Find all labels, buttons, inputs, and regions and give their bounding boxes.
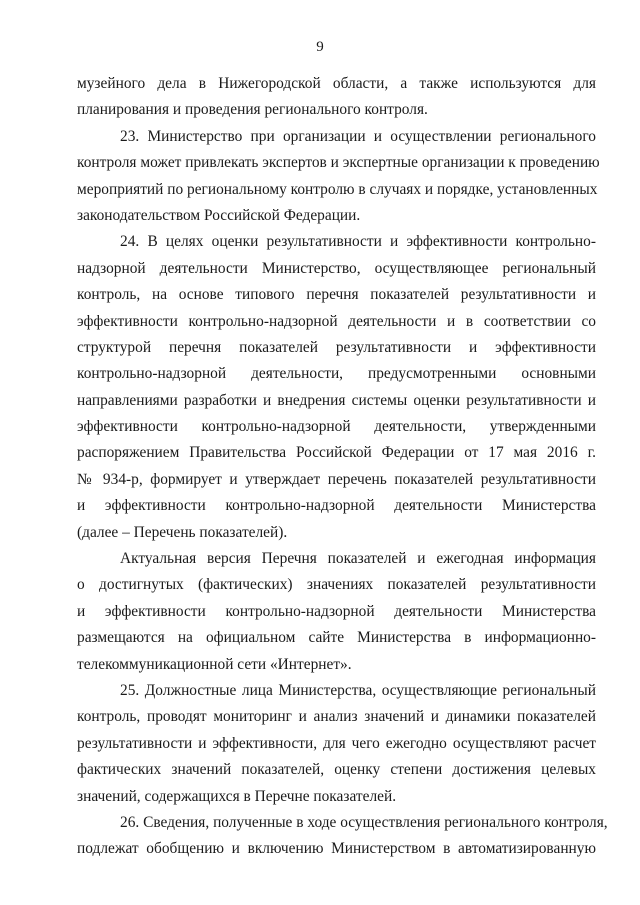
text-line: 24. В целях оценки результативности и эффективности контрольно-	[120, 233, 596, 251]
paragraph-p23	[77, 124, 600, 230]
text-line: законодательством Российской Федерации.	[77, 206, 361, 224]
text-line: мероприятий по региональному контролю в случаях и порядке, установленных	[77, 180, 598, 198]
document-body	[77, 71, 608, 863]
text-line: контроля может привлекать экспертов и экспертные организации к проведению	[77, 154, 600, 172]
page-number: 9	[316, 39, 324, 55]
text-line: 26. Сведения, полученные в ходе осуществления регионального контроля,	[120, 813, 608, 831]
text-line: контрольно-надзорной деятельности, предусмотренными основными	[77, 365, 596, 383]
text-line: эффективности контрольно-надзорной деятельности и в соответствии со	[77, 312, 596, 330]
text-line: о достигнутых (фактических) значениях показателей результативности	[77, 576, 596, 594]
paragraph-p-actual	[77, 546, 596, 678]
text-line: и эффективности контрольно-надзорной деятельности Министерства	[77, 497, 596, 515]
text-line: 23. Министерство при организации и осуществлении регионального	[120, 127, 596, 145]
text-line: надзорной деятельности Министерство, осуществляющее региональный	[77, 259, 596, 277]
text-line: (далее – Перечень показателей).	[77, 523, 288, 541]
text-line: 25. Должностные лица Министерства, осуществляющие региональный	[120, 681, 596, 699]
text-line: размещаются на официальном сайте Министерства в информационно-	[77, 629, 596, 647]
text-line: распоряжением Правительства Российской Федерации от 17 мая 2016 г.	[77, 444, 596, 462]
text-line: планирования и проведения регионального контроля.	[77, 101, 428, 119]
text-line: и эффективности контрольно-надзорной деятельности Министерства	[77, 602, 596, 620]
text-line: значений, содержащихся в Перечне показателей.	[77, 787, 397, 805]
text-line: результативности и эффективности, для чего ежегодно осуществляют расчет	[77, 734, 596, 752]
text-line: музейного дела в Нижегородской области, а также используются для	[77, 75, 596, 92]
paragraph-p26	[77, 810, 608, 863]
text-line: контроль, проводят мониторинг и анализ значений и динамики показателей	[77, 708, 596, 726]
paragraph-p25	[77, 678, 596, 810]
text-line: № 934-р, формирует и утверждает перечень показателей результативности	[77, 470, 596, 488]
text-line: телекоммуникационной сети «Интернет».	[77, 655, 352, 673]
text-line: подлежат обобщению и включению Министерством в автоматизированную	[77, 840, 596, 858]
text-line: направлениями разработки и внедрения системы оценки результативности и	[77, 391, 596, 409]
text-line: контроль, на основе типового перечня показателей результативности и	[77, 286, 596, 304]
text-line: фактических значений показателей, оценку степени достижения целевых	[77, 761, 596, 779]
text-line: эффективности контрольно-надзорной деятельности, утвержденными	[77, 418, 596, 436]
paragraph-p-continuation	[77, 71, 596, 124]
paragraph-p24	[77, 229, 596, 546]
text-line: структурой перечня показателей результативности и эффективности	[77, 338, 596, 356]
text-line: Актуальная версия Перечня показателей и ежегодная информация	[120, 550, 596, 568]
